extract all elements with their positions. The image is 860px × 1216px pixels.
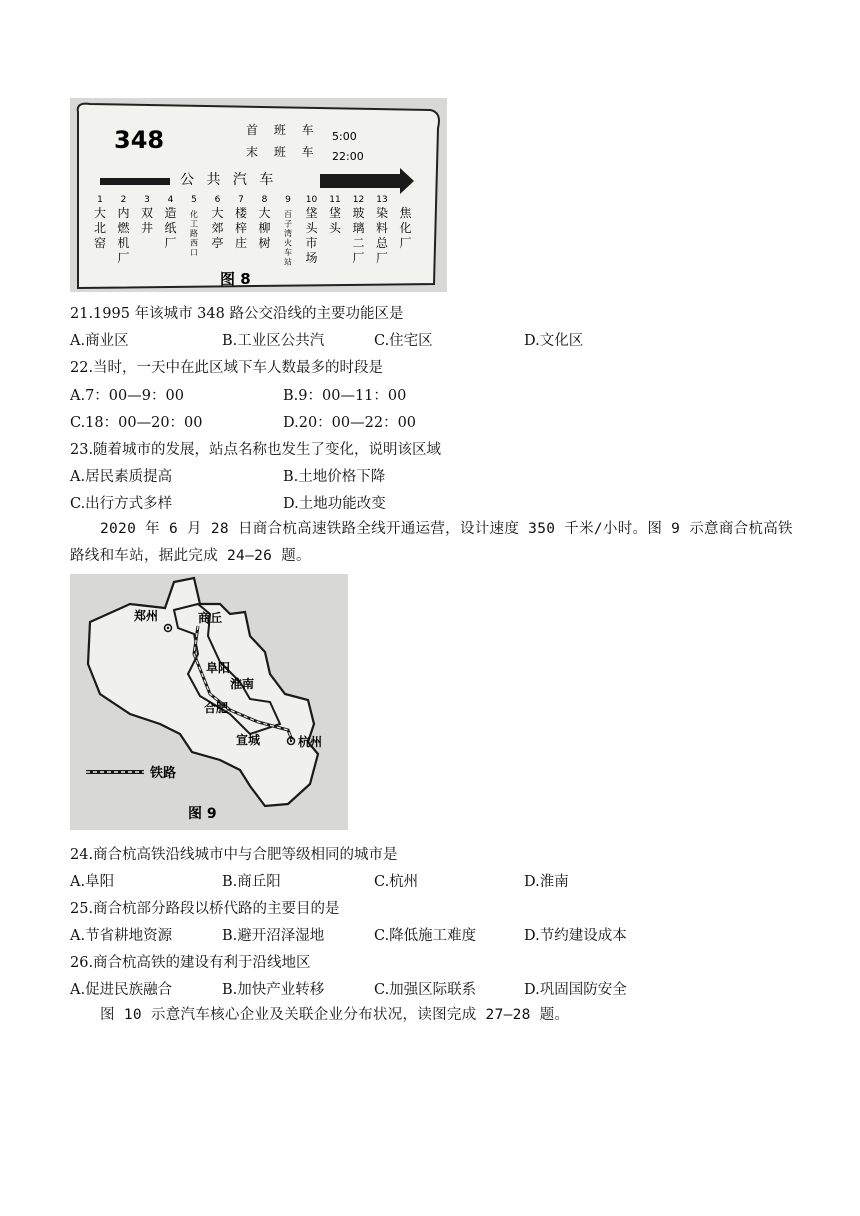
stop-name-char: 路 bbox=[190, 229, 198, 238]
q25-option-b[interactable]: B.避开沼泽湿地 bbox=[222, 928, 325, 944]
city-label-huainan: 淮南 bbox=[230, 677, 255, 691]
city-label-hefei: 合肥 bbox=[204, 701, 229, 715]
stop-name-char: 柳 bbox=[258, 221, 271, 235]
q21-option-b[interactable]: B.工业区公共汽 bbox=[222, 333, 325, 349]
figure-8-caption: 图 8 bbox=[220, 270, 251, 288]
q23-option-c[interactable]: C.出行方式多样 bbox=[70, 496, 173, 512]
stop-name-char: 市 bbox=[305, 236, 318, 250]
q25-stem: 25.商合杭部分路段以桥代路的主要目的是 bbox=[70, 901, 340, 917]
stop-number: 3 bbox=[144, 195, 150, 205]
stop-name-char: 西 bbox=[190, 238, 198, 248]
stop-name-char: 湾 bbox=[284, 229, 292, 238]
city-label-hangzhou: 杭州 bbox=[298, 735, 323, 749]
city-label-fuyang: 阜阳 bbox=[206, 661, 231, 675]
q22-option-d[interactable]: D.20：00—22：00 bbox=[283, 415, 417, 431]
stop-name-char: 厂 bbox=[375, 251, 389, 265]
stop-name-char: 染 bbox=[375, 206, 389, 220]
stop-name-char: 亭 bbox=[211, 236, 224, 250]
stop-name-char: 头 bbox=[328, 221, 342, 235]
stop-name-char: 厂 bbox=[117, 251, 130, 265]
stop-name-char: 庄 bbox=[234, 236, 248, 250]
stop-number: 6 bbox=[214, 195, 221, 205]
q22-stem: 22.当时，一天中在此区域下车人数最多的时段是 bbox=[70, 360, 384, 376]
stop-name-char: 造 bbox=[164, 206, 177, 220]
stop-name-char: 垡 bbox=[328, 206, 342, 220]
stop-name-char: 工 bbox=[190, 219, 198, 229]
route-number: 348 bbox=[114, 126, 165, 154]
q23-stem: 23.随着城市的发展，站点名称也发生了变化，说明该区域 bbox=[70, 442, 442, 458]
intro-paragraph-27-28: 图 10 示意汽车核心企业及关联企业分布状况，读图完成 27—28 题。 bbox=[100, 1007, 570, 1023]
stop-name-char: 百 bbox=[284, 210, 292, 219]
q23-option-a[interactable]: A.居民素质提高 bbox=[70, 469, 173, 485]
stop-name-char: 站 bbox=[284, 257, 292, 267]
q21-stem: 21.1995 年该城市 348 路公交沿线的主要功能区是 bbox=[70, 306, 404, 322]
stop-name-char: 子 bbox=[284, 219, 292, 229]
stop-name-char: 大 bbox=[93, 206, 107, 220]
stop-number: 10 bbox=[305, 195, 318, 205]
stop-number: 9 bbox=[285, 195, 291, 205]
stop-name-char: 内 bbox=[117, 206, 130, 220]
q24-option-d[interactable]: D.淮南 bbox=[524, 874, 569, 890]
stop-name-char: 北 bbox=[93, 221, 107, 235]
stop-name-char: 窑 bbox=[93, 236, 107, 250]
stop-name-char: 双 bbox=[140, 206, 154, 220]
q24-option-c[interactable]: C.杭州 bbox=[374, 874, 419, 890]
q21-option-d[interactable]: D.文化区 bbox=[524, 333, 584, 349]
q21-option-c[interactable]: C.住宅区 bbox=[374, 333, 433, 349]
stop-name-char: 头 bbox=[305, 221, 318, 235]
stop-name-char: 梓 bbox=[234, 221, 248, 235]
city-label-zhengzhou: 郑州 bbox=[134, 609, 159, 623]
stop-name-char: 郊 bbox=[211, 221, 224, 235]
stop-name-char: 厂 bbox=[352, 251, 365, 265]
first-bus-time: 5:00 bbox=[332, 130, 357, 143]
stop-name-char: 化 bbox=[190, 210, 198, 219]
last-bus-time: 22:00 bbox=[332, 150, 364, 163]
stop-name-char: 玻 bbox=[352, 206, 365, 220]
q25-option-d[interactable]: D.节约建设成本 bbox=[524, 928, 627, 944]
stop-number: 11 bbox=[329, 195, 341, 205]
stop-name-char: 场 bbox=[305, 251, 318, 265]
q26-option-d[interactable]: D.巩固国防安全 bbox=[524, 982, 627, 998]
q26-option-b[interactable]: B.加快产业转移 bbox=[222, 982, 325, 998]
stop-name-char: 纸 bbox=[164, 221, 177, 235]
stop-number: 12 bbox=[352, 195, 365, 205]
q25-option-c[interactable]: C.降低施工难度 bbox=[374, 928, 477, 944]
q23-option-b[interactable]: B.土地价格下降 bbox=[283, 469, 386, 485]
stop-number: 4 bbox=[167, 195, 174, 205]
stop-number: 13 bbox=[376, 195, 388, 205]
legend-railway-label: 铁路 bbox=[150, 766, 177, 781]
stop-name-char: 机 bbox=[117, 236, 130, 250]
q26-stem: 26.商合杭高铁的建设有利于沿线地区 bbox=[70, 955, 311, 971]
q24-stem: 24.商合杭高铁沿线城市中与合肥等级相同的城市是 bbox=[70, 847, 398, 863]
stop-name-char: 车 bbox=[284, 248, 292, 257]
stop-name-char: 厂 bbox=[164, 236, 177, 250]
stop-name-char: 大 bbox=[258, 206, 271, 220]
stop-number: 8 bbox=[261, 195, 268, 205]
intro-paragraph-24-26: 2020 年 6 月 28 日商合杭高速铁路全线开通运营，设计速度 350 千米/小时。图 9 示意商合杭高铁路线和车站，据此完成 24—26 题。 bbox=[70, 521, 793, 564]
q22-option-c[interactable]: C.18：00—20：00 bbox=[70, 415, 203, 431]
figure-9-railway-map bbox=[70, 574, 348, 830]
banner-text: 公 共 汽 车 bbox=[180, 172, 278, 188]
city-label-xuancheng: 宣城 bbox=[236, 733, 261, 747]
q22-option-b[interactable]: B.9：00—11：00 bbox=[283, 388, 407, 404]
stop-number: 1 bbox=[97, 195, 103, 205]
stop-number: 7 bbox=[238, 195, 244, 205]
city-label-shangqiu: 商丘 bbox=[198, 611, 223, 625]
q26-option-a[interactable]: A.促进民族融合 bbox=[70, 982, 173, 998]
first-bus-label: 首 班 车 bbox=[246, 123, 320, 137]
stop-name-char: 火 bbox=[284, 238, 292, 248]
stop-name-char: 焦 bbox=[399, 206, 412, 220]
stop-number: 2 bbox=[120, 195, 127, 205]
stop-name-char: 口 bbox=[190, 248, 198, 257]
stop-number: 5 bbox=[191, 195, 197, 205]
stop-name-char: 料 bbox=[375, 221, 389, 235]
stop-name-char: 璃 bbox=[352, 221, 365, 235]
q24-option-b[interactable]: B.商丘阳 bbox=[222, 874, 281, 890]
stop-name-char: 垡 bbox=[305, 206, 318, 220]
q21-option-a[interactable]: A.商业区 bbox=[70, 333, 129, 349]
q23-option-d[interactable]: D.土地功能改变 bbox=[283, 496, 386, 512]
stop-name-char: 厂 bbox=[399, 236, 412, 250]
q25-option-a[interactable]: A.节省耕地资源 bbox=[70, 928, 173, 944]
railway-map-graphic bbox=[70, 574, 348, 830]
figure-9-caption: 图 9 bbox=[188, 806, 217, 822]
stop-name-char: 化 bbox=[399, 221, 412, 235]
q26-option-c[interactable]: C.加强区际联系 bbox=[374, 982, 477, 998]
bus-sign-graphic bbox=[70, 98, 447, 292]
stop-name-char: 燃 bbox=[117, 221, 130, 235]
stop-name-char: 二 bbox=[352, 236, 365, 250]
stop-name-char: 楼 bbox=[234, 206, 248, 220]
q24-option-a[interactable]: A.阜阳 bbox=[70, 874, 115, 890]
stop-name-char: 井 bbox=[140, 221, 154, 235]
stop-name-char: 大 bbox=[211, 206, 224, 220]
last-bus-label: 末 班 车 bbox=[246, 145, 320, 159]
q22-option-a[interactable]: A.7：00—9：00 bbox=[70, 388, 184, 404]
figure-8-bus-route-sign bbox=[70, 98, 447, 292]
stop-name-char: 树 bbox=[258, 236, 271, 250]
stop-name-char: 总 bbox=[375, 236, 389, 250]
